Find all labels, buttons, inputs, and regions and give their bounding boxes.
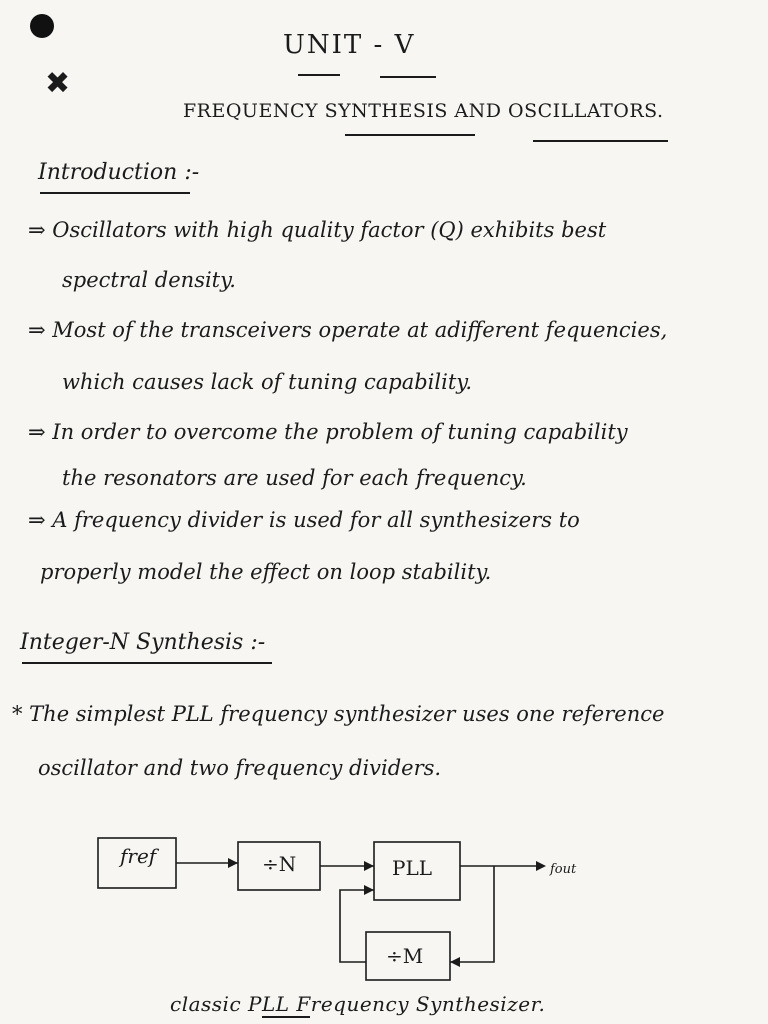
unit-underline [298,74,340,76]
div-n-label: ÷N [262,852,297,876]
intro-line-6: the resonators are used for each frequency. [62,466,527,490]
intro-line-4: which causes lack of tuning capability. [62,370,473,394]
fref-label: fref [120,844,157,868]
star-mark: ✖ [45,66,71,101]
intro-line-2: spectral density. [62,268,236,292]
integer-n-heading-underline [22,662,272,664]
arrowhead-1 [228,858,238,868]
pll-label: PLL [392,856,433,880]
page-title: FREQUENCY SYNTHESIS AND OSCILLATORS. [183,100,664,122]
intro-heading-underline [40,192,190,194]
intro-line-3: ⇒ Most of the transceivers operate at adifferent fequencies, [28,318,668,342]
intro-line-8: properly model the effect on loop stability. [40,560,492,584]
integer-n-heading: Integer-N Synthesis :- [20,630,266,655]
intro-line-7: ⇒ A frequency divider is used for all synthesizers to [28,508,580,532]
title-underline-synthesis [345,134,475,136]
feedback-line-out [340,890,374,962]
div-m-label: ÷M [386,944,424,968]
integer-n-line-2: oscillator and two frequency dividers. [38,756,442,780]
arrowhead-2 [364,861,374,871]
caption-underline [262,1016,310,1018]
integer-n-line-1: * The simplest PLL frequency synthesizer uses one reference [12,702,665,726]
arrowhead-4 [450,957,460,967]
title-underline-oscillators [533,140,668,142]
ink-blot [30,14,54,38]
arrowhead-5 [364,885,374,895]
diagram-caption: classic PLL Frequency Synthesizer. [170,992,546,1016]
unit-title: UNIT - V [283,30,416,60]
fout-label: fout [550,862,577,877]
intro-line-5: ⇒ In order to overcome the problem of tuning capability [28,420,628,444]
arrowhead-3 [536,861,546,871]
intro-line-1: ⇒ Oscillators with high quality factor (Q) exhibits best [28,218,607,242]
intro-heading: Introduction :- [38,160,200,185]
unit-underline-2 [380,76,436,78]
feedback-line-in [450,866,494,962]
pll-block-diagram [0,820,768,992]
